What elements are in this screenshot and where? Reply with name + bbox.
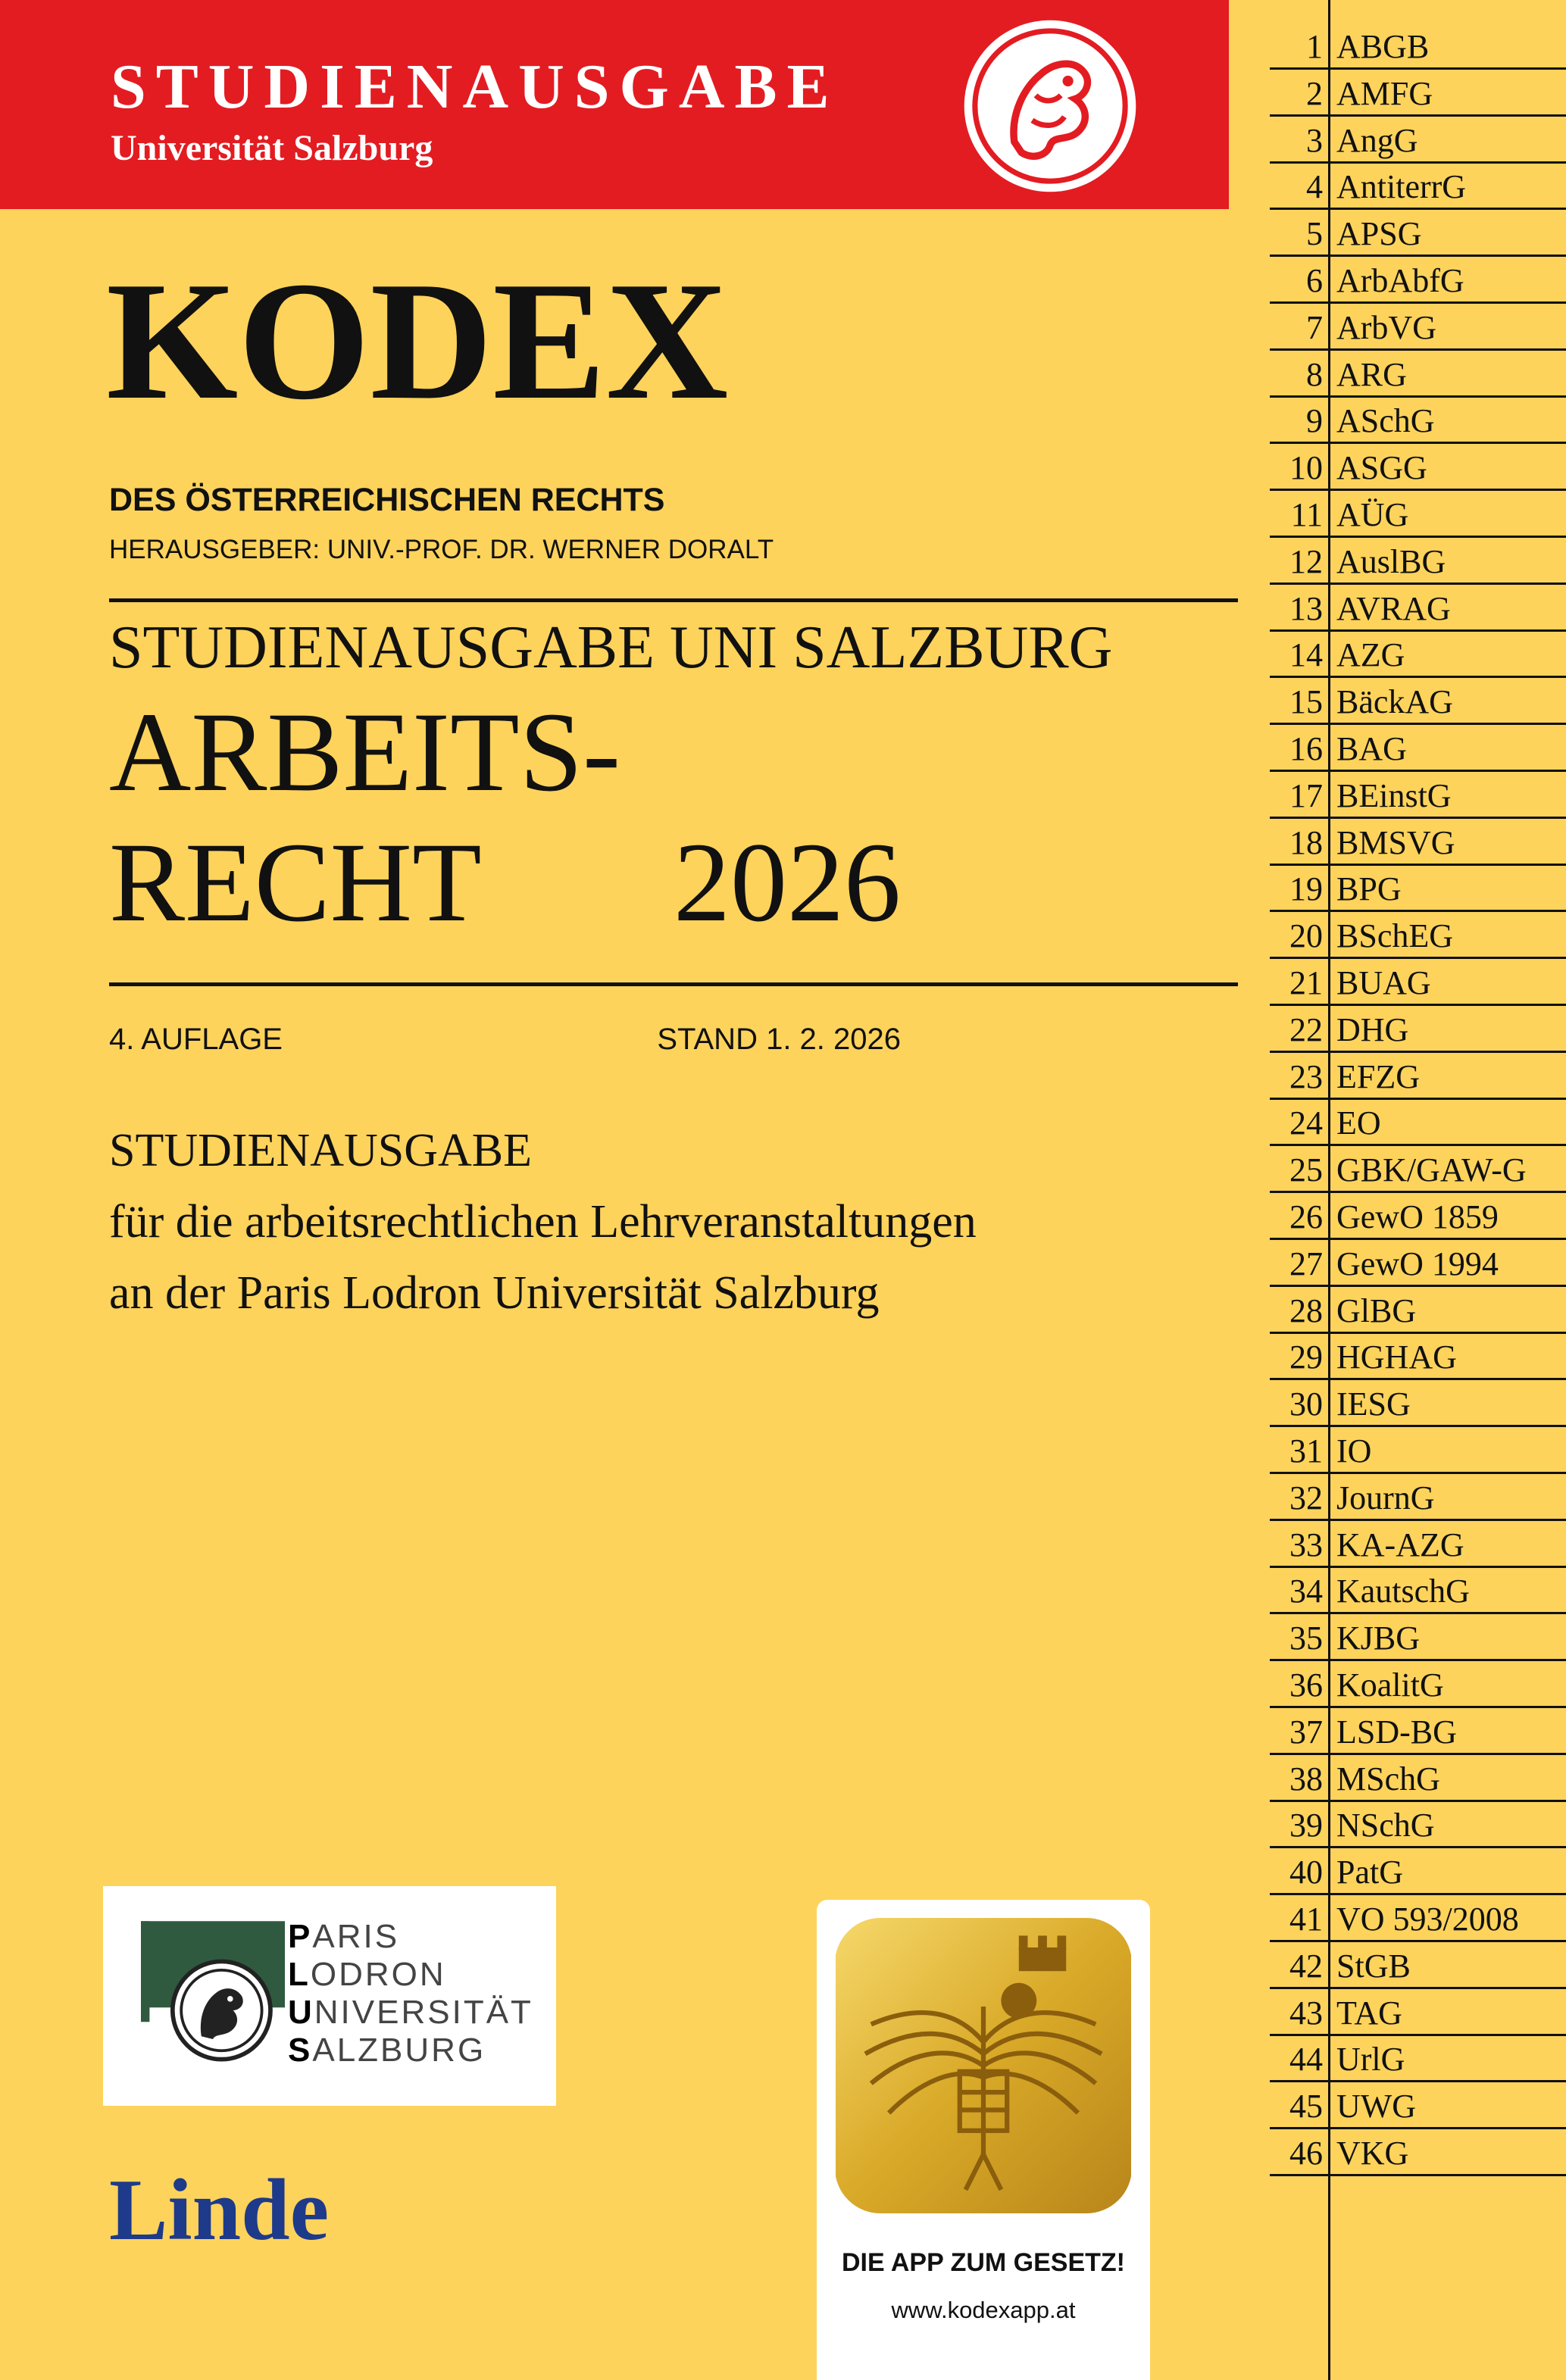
toc-number: 14 bbox=[1289, 636, 1323, 674]
toc-label: NSchG bbox=[1336, 1807, 1435, 1844]
toc-item[interactable] bbox=[1270, 959, 1566, 1006]
toc-label: JournG bbox=[1336, 1479, 1435, 1516]
toc-item[interactable] bbox=[1270, 1989, 1566, 2036]
toc-number: 1 bbox=[1306, 28, 1323, 65]
toc-item[interactable] bbox=[1270, 1006, 1566, 1053]
toc-label: TAG bbox=[1336, 1994, 1402, 2032]
toc-number: 34 bbox=[1289, 1573, 1323, 1610]
toc-number: 40 bbox=[1289, 1854, 1323, 1891]
description-line2: für die arbeitsrechtlichen Lehrveranstaltungen bbox=[109, 1196, 977, 1248]
band-title: STUDIENAUSGABE bbox=[111, 52, 839, 122]
toc-label: ASchG bbox=[1336, 402, 1435, 440]
description-line3: an der Paris Lodron Universität Salzburg bbox=[109, 1267, 880, 1319]
toc-number: 35 bbox=[1289, 1619, 1323, 1657]
toc-label: StGB bbox=[1336, 1947, 1411, 1985]
toc-label: APSG bbox=[1336, 215, 1422, 253]
toc-label: ArbVG bbox=[1336, 308, 1436, 346]
toc-item[interactable] bbox=[1270, 2035, 1566, 2082]
toc-item[interactable] bbox=[1270, 1053, 1566, 1100]
toc-item[interactable] bbox=[1270, 1942, 1566, 1989]
toc-item[interactable] bbox=[1270, 1474, 1566, 1521]
toc-item[interactable] bbox=[1270, 1146, 1566, 1193]
toc-number: 3 bbox=[1306, 121, 1323, 159]
toc-label: ARG bbox=[1336, 355, 1407, 393]
toc-number: 12 bbox=[1289, 542, 1323, 580]
toc-label: GewO 1859 bbox=[1336, 1198, 1499, 1235]
divider-bottom bbox=[109, 982, 1238, 986]
toc-item[interactable] bbox=[1270, 1801, 1566, 1848]
toc-label: GlBG bbox=[1336, 1292, 1417, 1329]
toc-number: 31 bbox=[1289, 1432, 1323, 1470]
toc-label: GBK/GAW-G bbox=[1336, 1151, 1527, 1189]
toc-label: AuslBG bbox=[1336, 542, 1446, 580]
toc-number: 25 bbox=[1289, 1151, 1323, 1189]
toc-label: KA-AZG bbox=[1336, 1526, 1464, 1563]
toc-label: LSD-BG bbox=[1336, 1713, 1457, 1751]
publisher-logo: Linde bbox=[109, 2162, 330, 2259]
toc-item[interactable] bbox=[1270, 1661, 1566, 1708]
toc-label: ArbAbfG bbox=[1336, 262, 1464, 299]
university-line-2: LODRON bbox=[288, 1956, 446, 1993]
toc-label: BSchEG bbox=[1336, 917, 1453, 955]
toc-label: BPG bbox=[1336, 870, 1402, 908]
series-subtitle: DES ÖSTERREICHISCHEN RECHTS bbox=[109, 482, 665, 518]
toc-label: HGHAG bbox=[1336, 1338, 1457, 1376]
toc-number: 17 bbox=[1289, 776, 1323, 814]
toc-number: 9 bbox=[1306, 402, 1323, 440]
toc-item[interactable] bbox=[1270, 70, 1566, 117]
salzburg-lion-seal-icon bbox=[961, 17, 1139, 195]
toc-label: PatG bbox=[1336, 1854, 1403, 1891]
toc-label: AntiterrG bbox=[1336, 168, 1467, 206]
toc-label: KoalitG bbox=[1336, 1666, 1444, 1704]
toc-number: 20 bbox=[1289, 917, 1323, 955]
toc-number: 6 bbox=[1306, 262, 1323, 299]
toc-number: 19 bbox=[1289, 870, 1323, 908]
toc-number: 23 bbox=[1289, 1057, 1323, 1095]
toc-label: BäckAG bbox=[1336, 683, 1453, 721]
toc-item[interactable] bbox=[1270, 819, 1566, 866]
book-title-line2: RECHT bbox=[109, 820, 482, 945]
toc-label: EO bbox=[1336, 1104, 1381, 1142]
app-promo bbox=[817, 1900, 1150, 2380]
edition-line: STUDIENAUSGABE UNI SALZBURG bbox=[109, 614, 1113, 681]
toc-item[interactable] bbox=[1270, 210, 1566, 257]
toc-label: ABGB bbox=[1336, 28, 1430, 65]
toc-number: 2 bbox=[1306, 74, 1323, 112]
toc-label: UrlG bbox=[1336, 2041, 1405, 2079]
toc-item[interactable] bbox=[1270, 163, 1566, 210]
toc-label: AZG bbox=[1336, 636, 1405, 674]
legal-status-date: STAND 1. 2. 2026 bbox=[657, 1023, 901, 1056]
toc-number: 27 bbox=[1289, 1245, 1323, 1282]
toc-item[interactable] bbox=[1270, 725, 1566, 772]
toc-number: 44 bbox=[1289, 2041, 1323, 2079]
book-year: 2026 bbox=[674, 820, 901, 945]
toc-item[interactable] bbox=[1270, 678, 1566, 725]
toc-label: UWG bbox=[1336, 2088, 1417, 2125]
toc-number: 5 bbox=[1306, 215, 1323, 253]
toc-label: VKG bbox=[1336, 2135, 1409, 2172]
toc-item[interactable] bbox=[1270, 491, 1566, 538]
toc-number: 36 bbox=[1289, 1666, 1323, 1704]
book-title-line1: ARBEITS- bbox=[109, 689, 620, 815]
toc-label: GewO 1994 bbox=[1336, 1245, 1499, 1282]
toc-number: 28 bbox=[1289, 1292, 1323, 1329]
toc-item[interactable] bbox=[1270, 1521, 1566, 1568]
toc-item[interactable] bbox=[1270, 1427, 1566, 1474]
toc-item[interactable] bbox=[1270, 117, 1566, 164]
toc-number: 38 bbox=[1289, 1760, 1323, 1797]
toc-label: BMSVG bbox=[1336, 823, 1455, 861]
toc-label: IESG bbox=[1336, 1385, 1411, 1423]
toc-item[interactable] bbox=[1270, 351, 1566, 398]
toc-label: MSchG bbox=[1336, 1760, 1440, 1797]
toc-label: AÜG bbox=[1336, 496, 1409, 533]
toc-label: BEinstG bbox=[1336, 776, 1452, 814]
toc-item[interactable] bbox=[1270, 1848, 1566, 1895]
toc-number: 45 bbox=[1289, 2088, 1323, 2125]
app-tagline: DIE APP ZUM GESETZ! bbox=[841, 2248, 1126, 2277]
app-url[interactable]: www.kodexapp.at bbox=[891, 2297, 1076, 2323]
toc-item[interactable] bbox=[1270, 585, 1566, 632]
band-subtitle: Universität Salzburg bbox=[111, 128, 433, 168]
toc-number: 46 bbox=[1289, 2135, 1323, 2172]
university-name bbox=[288, 1918, 533, 2069]
toc-item[interactable] bbox=[1270, 304, 1566, 351]
toc-label: DHG bbox=[1336, 1010, 1409, 1048]
toc-label: AngG bbox=[1336, 121, 1418, 159]
plus-lion-logo-icon bbox=[141, 1921, 285, 2072]
toc-number: 24 bbox=[1289, 1104, 1323, 1142]
toc-item[interactable] bbox=[1270, 865, 1566, 912]
toc-item[interactable] bbox=[1270, 1755, 1566, 1802]
university-line-3: UNIVERSITÄT bbox=[288, 1994, 533, 2031]
toc-number: 43 bbox=[1289, 1994, 1323, 2032]
toc-label: IO bbox=[1336, 1432, 1372, 1470]
toc-item[interactable] bbox=[1270, 538, 1566, 585]
toc-label: EFZG bbox=[1336, 1057, 1420, 1095]
toc-number: 22 bbox=[1289, 1010, 1323, 1048]
description-line1: STUDIENAUSGABE bbox=[109, 1125, 532, 1176]
toc-label: BUAG bbox=[1336, 964, 1431, 1001]
toc-item[interactable] bbox=[1270, 912, 1566, 959]
university-logo bbox=[103, 1886, 556, 2106]
toc-item[interactable] bbox=[1270, 1708, 1566, 1755]
toc-label: VO 593/2008 bbox=[1336, 1901, 1519, 1938]
toc-label: KJBG bbox=[1336, 1619, 1421, 1657]
toc-number: 26 bbox=[1289, 1198, 1323, 1235]
toc-number: 41 bbox=[1289, 1901, 1323, 1938]
toc-label: AVRAG bbox=[1336, 589, 1451, 627]
toc-item[interactable] bbox=[1270, 1895, 1566, 1942]
toc-number: 18 bbox=[1289, 823, 1323, 861]
toc-number: 33 bbox=[1289, 1526, 1323, 1563]
toc-item[interactable] bbox=[1270, 1380, 1566, 1427]
toc-number: 16 bbox=[1289, 730, 1323, 767]
toc-item[interactable] bbox=[1270, 1193, 1566, 1240]
toc-item[interactable] bbox=[1270, 1614, 1566, 1661]
toc-item[interactable] bbox=[1270, 1240, 1566, 1287]
series-editor: HERAUSGEBER: UNIV.-PROF. DR. WERNER DORALT bbox=[109, 535, 774, 564]
toc-number: 4 bbox=[1306, 168, 1323, 206]
toc-label: ASGG bbox=[1336, 449, 1427, 487]
toc-item[interactable] bbox=[1270, 1099, 1566, 1146]
austrian-eagle-app-icon bbox=[835, 1918, 1132, 2213]
toc-number: 39 bbox=[1289, 1807, 1323, 1844]
edition-number: 4. AUFLAGE bbox=[109, 1023, 283, 1056]
toc-number: 21 bbox=[1289, 964, 1323, 1001]
toc-item[interactable] bbox=[1270, 1567, 1566, 1614]
toc-label: BAG bbox=[1336, 730, 1407, 767]
toc-number: 10 bbox=[1289, 449, 1323, 487]
toc-item[interactable] bbox=[1270, 444, 1566, 491]
toc-number: 11 bbox=[1290, 496, 1323, 533]
toc-label: KautschG bbox=[1336, 1573, 1470, 1610]
toc-label: AMFG bbox=[1336, 74, 1433, 112]
toc-item[interactable] bbox=[1270, 257, 1566, 304]
university-line-4: SALZBURG bbox=[288, 2032, 486, 2069]
toc-item[interactable] bbox=[1270, 2082, 1566, 2129]
toc-item[interactable] bbox=[1270, 23, 1566, 70]
toc-item[interactable] bbox=[1270, 397, 1566, 444]
toc-number: 15 bbox=[1289, 683, 1323, 721]
toc-number: 30 bbox=[1289, 1385, 1323, 1423]
university-line-1: PARIS bbox=[288, 1918, 400, 1955]
series-title: KODEX bbox=[106, 247, 729, 435]
toc-item[interactable] bbox=[1270, 1287, 1566, 1334]
toc-item[interactable] bbox=[1270, 772, 1566, 819]
toc-item[interactable] bbox=[1270, 2129, 1566, 2176]
toc-number: 13 bbox=[1289, 589, 1323, 627]
toc-item[interactable] bbox=[1270, 1333, 1566, 1380]
header-band bbox=[0, 0, 1229, 209]
divider-top bbox=[109, 598, 1238, 602]
toc-number: 8 bbox=[1306, 355, 1323, 393]
toc-item[interactable] bbox=[1270, 631, 1566, 678]
toc-number: 37 bbox=[1289, 1713, 1323, 1751]
toc-number: 32 bbox=[1289, 1479, 1323, 1516]
toc-rule bbox=[1270, 2174, 1566, 2176]
toc-number: 42 bbox=[1289, 1947, 1323, 1985]
toc-number: 29 bbox=[1289, 1338, 1323, 1376]
toc-number: 7 bbox=[1306, 308, 1323, 346]
